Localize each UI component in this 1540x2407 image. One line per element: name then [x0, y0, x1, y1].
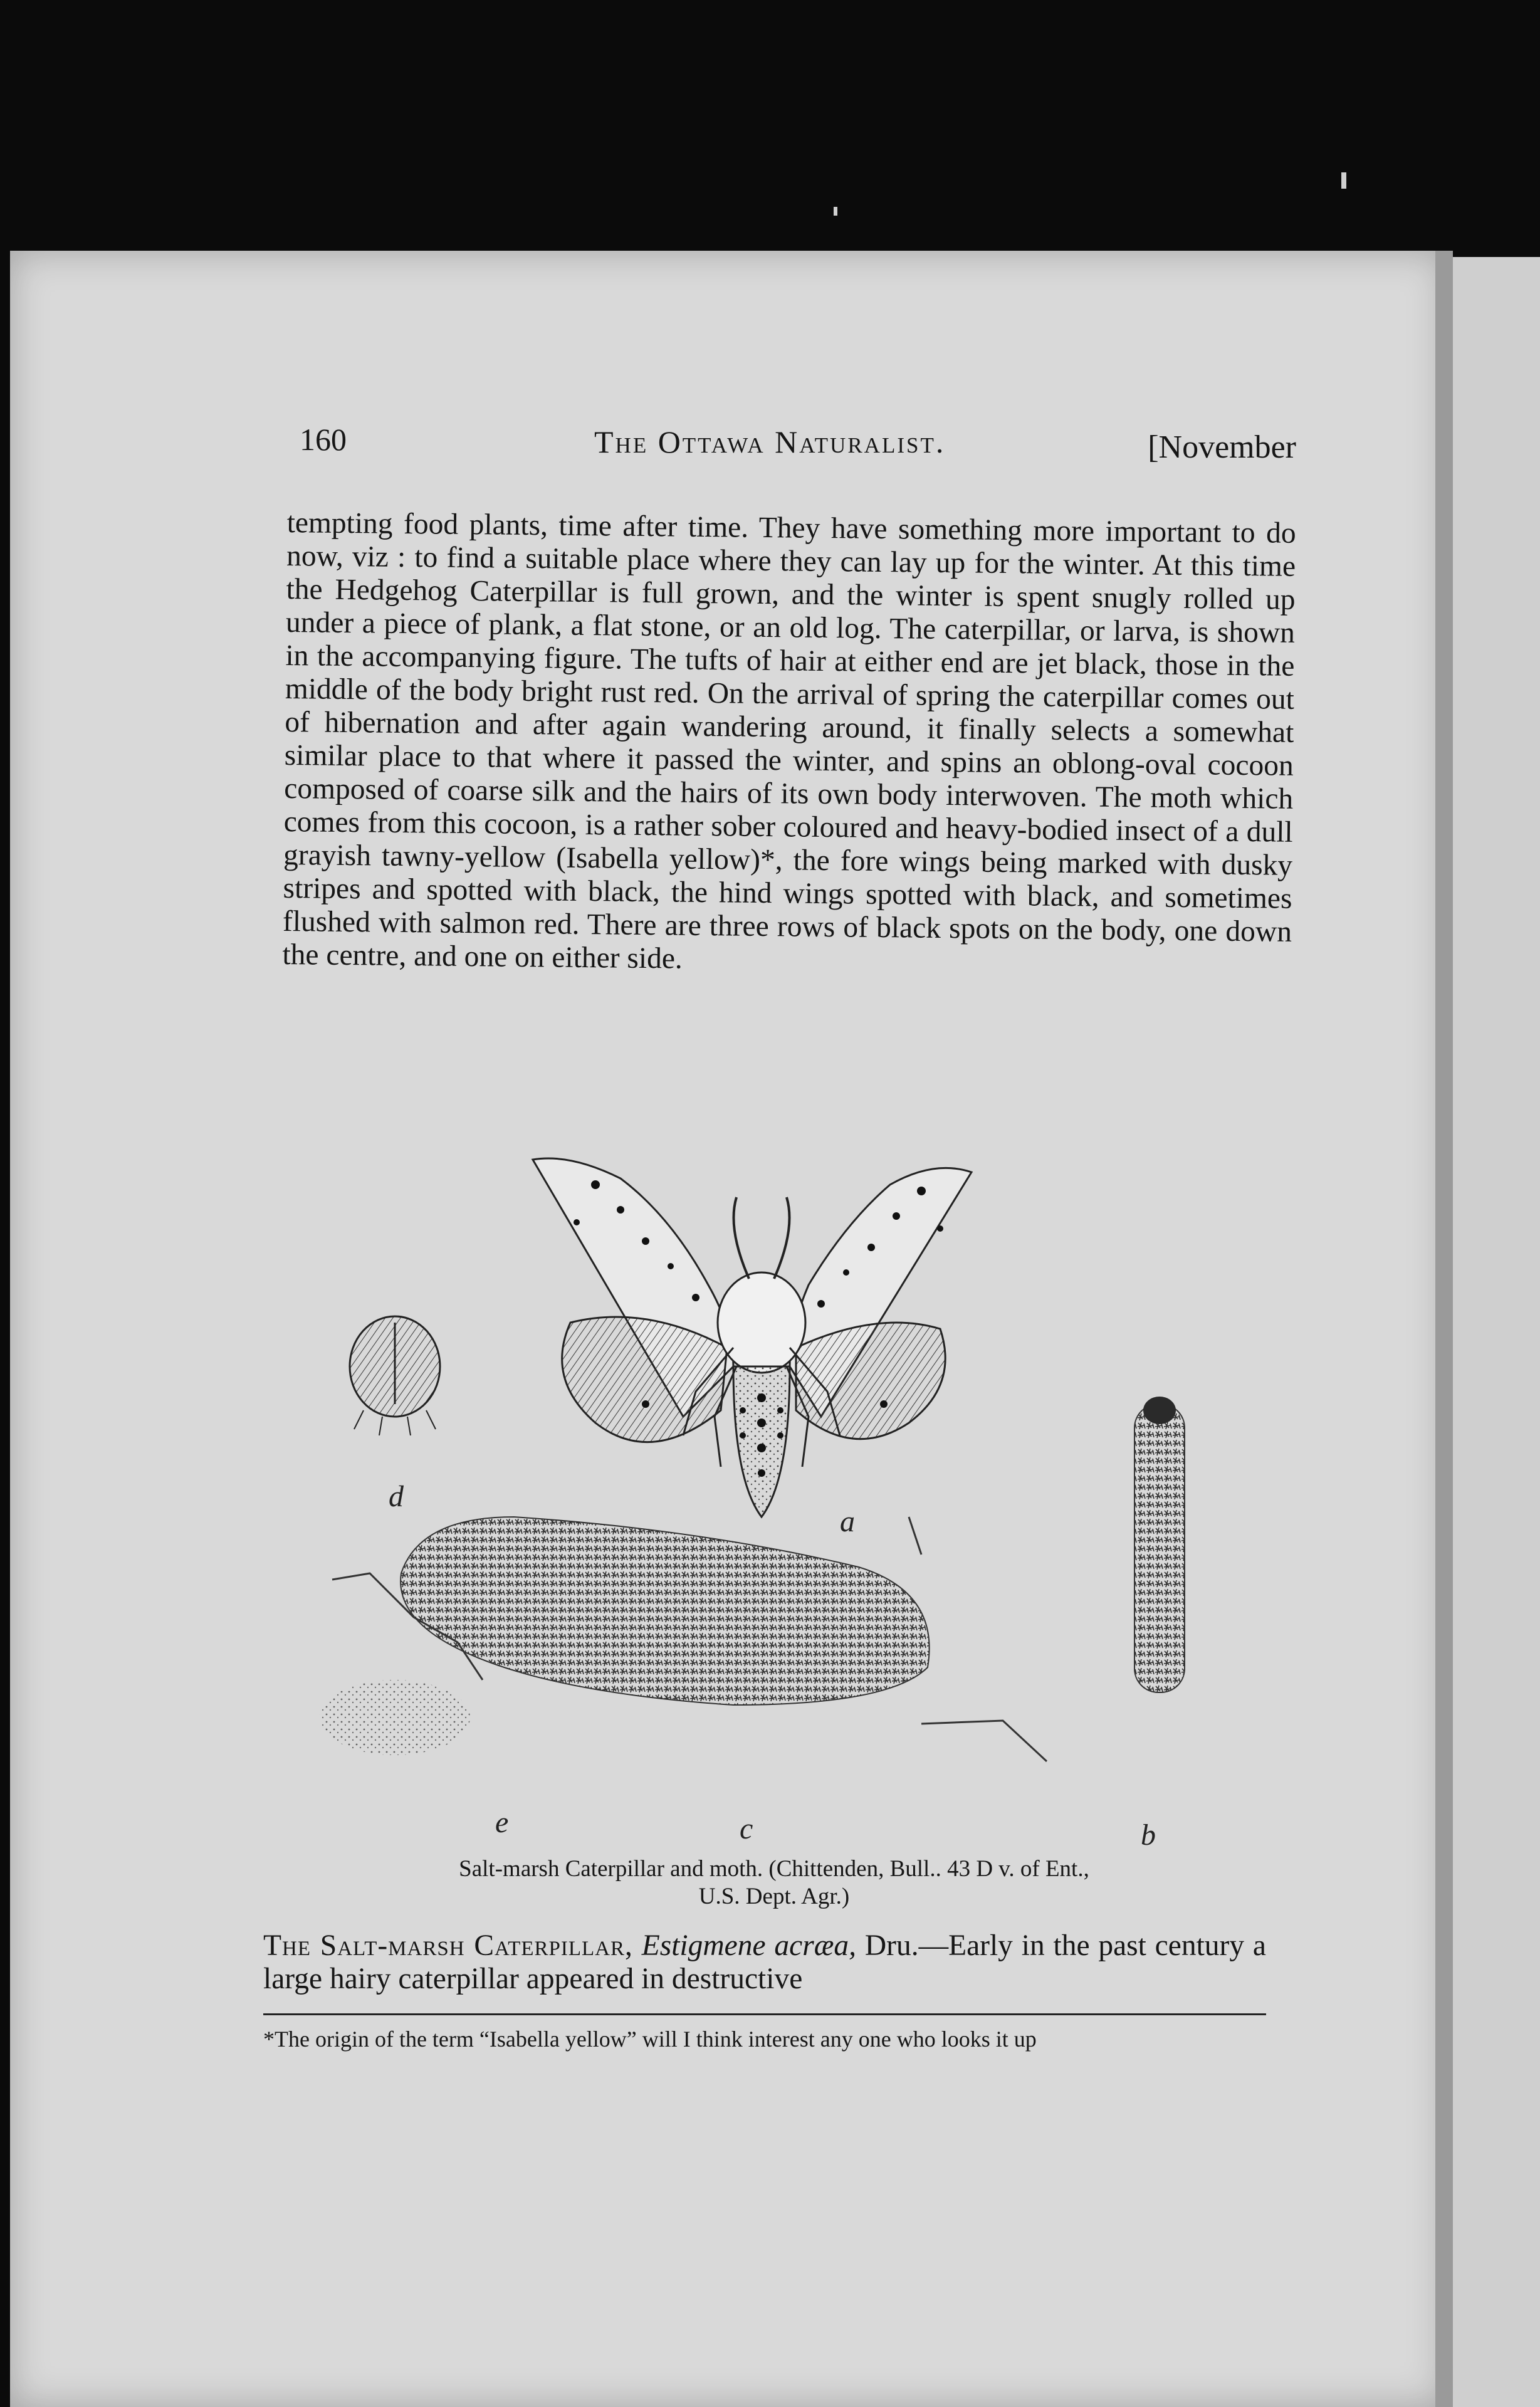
dust-speck — [834, 207, 837, 216]
footnote-rule — [263, 2013, 1266, 2015]
dust-speck — [1341, 172, 1346, 189]
paragraph-text: Dru.—Early in the past century a large hairy caterpillar appeared in destructive — [263, 1929, 1266, 1995]
page-number: 160 — [300, 422, 347, 457]
figure-caption — [313, 1855, 1235, 1911]
species-name: Estigmene acræa, — [641, 1929, 857, 1962]
running-header — [300, 420, 1296, 470]
cocoon-e-drawing — [320, 1680, 470, 1755]
figure-label-a: a — [840, 1505, 855, 1538]
figure-label-c: c — [740, 1812, 753, 1845]
issue-month: [November — [1148, 429, 1296, 465]
caterpillar-b-drawing — [1134, 1397, 1185, 1692]
figure-label-e: e — [495, 1806, 509, 1839]
engraving-figure — [295, 1141, 1260, 1852]
caption-line-2: U.S. Dept. Agr.) — [698, 1884, 850, 1909]
moth-a-drawing — [533, 1158, 972, 1517]
larva-head-d-drawing — [350, 1316, 440, 1435]
moth-caterpillar-illustration — [295, 1141, 1260, 1818]
journal-title: The Ottawa Naturalist. — [594, 424, 946, 459]
footnote: *The origin of the term “Isabella yellow” will I think interest any one who looks it up — [263, 2027, 1037, 2052]
figure-label-d: d — [389, 1480, 404, 1513]
caption-line-1: Salt-marsh Caterpillar and moth. (Chittenden, Bull.. 43 D v. of Ent., — [459, 1856, 1089, 1882]
page-gutter — [1435, 251, 1453, 2407]
second-paragraph — [263, 1929, 1266, 1996]
body-paragraph: tempting food plants, time after time. They have something more important to do now, viz : to find a suitable place where they can lay up for the winter. At this time the Hedgehog Caterpillar is full grown, and the winter is spent snugly rolled up under a piece of plank, a flat stone, or an old log. The caterpillar, or larva, is shown in the accompanying figure. The tufts of hair at either end are jet black, those in the middle of the body bright rust red. On the arrival of spring the caterpillar comes out of hibernation and after again wandering around, it finally selects a somewhat similar place to that where it passed the winter, and spins an oblong-oval cocoon composed of coarse silk and the hairs of its own body interwoven. The moth which comes from this cocoon, is a rather sober coloured and heavy-bodied insect of a dull grayish tawny-yellow (Isabella yellow)*, the fore wings being marked with dusky stripes and spotted with black, the hind wings spotted with black, and sometimes flushed with salmon red. There are three rows of black spots on the body, one down the centre, and one on either side. — [282, 506, 1296, 975]
figure-label-b: b — [1141, 1818, 1156, 1852]
next-page-edge — [1453, 257, 1540, 2407]
section-lead: The Salt-marsh Caterpillar, — [263, 1929, 633, 1962]
